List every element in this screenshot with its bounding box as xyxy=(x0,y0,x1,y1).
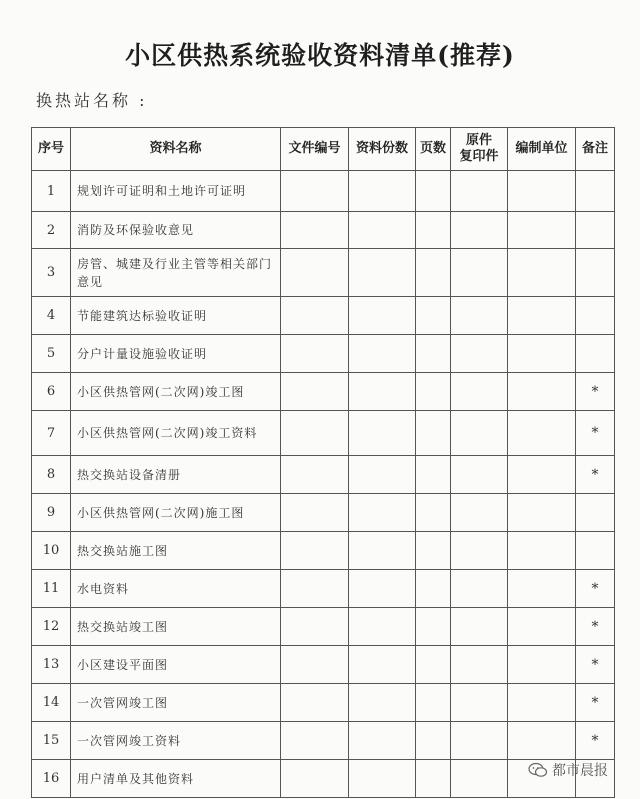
row-original-copy xyxy=(451,373,508,411)
row-unit xyxy=(508,297,576,335)
row-remark: * xyxy=(576,456,615,494)
table-row xyxy=(32,646,615,684)
table-row xyxy=(32,570,615,608)
row-file-no xyxy=(281,760,349,798)
row-file-no xyxy=(281,373,349,411)
row-original-copy xyxy=(451,722,508,760)
row-remark: * xyxy=(576,684,615,722)
row-remark xyxy=(576,297,615,335)
table-row xyxy=(32,373,615,411)
row-name: 水电资料 xyxy=(71,570,281,608)
row-copies xyxy=(349,608,416,646)
row-unit xyxy=(508,722,576,760)
header-file-no: 文件编号 xyxy=(281,128,349,171)
row-pages xyxy=(416,532,451,570)
row-unit xyxy=(508,249,576,297)
row-number: 14 xyxy=(32,684,71,722)
row-file-no xyxy=(281,335,349,373)
row-unit xyxy=(508,608,576,646)
row-number: 4 xyxy=(32,297,71,335)
row-original-copy xyxy=(451,684,508,722)
table-row xyxy=(32,494,615,532)
row-original-copy xyxy=(451,494,508,532)
table-header-row xyxy=(32,128,615,171)
row-copies xyxy=(349,494,416,532)
row-original-copy xyxy=(451,297,508,335)
watermark xyxy=(528,760,608,780)
row-original-copy xyxy=(451,212,508,249)
row-copies xyxy=(349,297,416,335)
row-file-no xyxy=(281,608,349,646)
header-photocopy: 复印件 xyxy=(459,149,499,164)
header-copies: 资料份数 xyxy=(349,128,416,171)
row-name: 小区建设平面图 xyxy=(71,646,281,684)
row-pages xyxy=(416,171,451,212)
row-number: 11 xyxy=(32,570,71,608)
row-unit xyxy=(508,646,576,684)
row-file-no xyxy=(281,532,349,570)
row-name: 热交换站设备清册 xyxy=(71,456,281,494)
table-row xyxy=(32,456,615,494)
row-original-copy xyxy=(451,570,508,608)
row-unit xyxy=(508,335,576,373)
row-name: 热交换站施工图 xyxy=(71,532,281,570)
row-remark: * xyxy=(576,411,615,456)
row-pages xyxy=(416,249,451,297)
row-number: 1 xyxy=(32,171,71,212)
row-copies xyxy=(349,570,416,608)
row-copies xyxy=(349,532,416,570)
watermark-text: 都市晨报 xyxy=(552,763,608,779)
row-original-copy xyxy=(451,249,508,297)
row-name: 用户清单及其他资料 xyxy=(71,760,281,798)
row-original-copy xyxy=(451,646,508,684)
row-original-copy xyxy=(451,411,508,456)
row-file-no xyxy=(281,494,349,532)
row-unit xyxy=(508,532,576,570)
row-name: 消防及环保验收意见 xyxy=(71,212,281,249)
table-row xyxy=(32,411,615,456)
row-copies xyxy=(349,456,416,494)
row-remark: * xyxy=(576,608,615,646)
row-name: 热交换站竣工图 xyxy=(71,608,281,646)
row-remark xyxy=(576,335,615,373)
row-pages xyxy=(416,212,451,249)
row-file-no xyxy=(281,249,349,297)
table-row xyxy=(32,335,615,373)
row-original-copy xyxy=(451,335,508,373)
materials-table xyxy=(31,127,615,798)
row-original-copy xyxy=(451,608,508,646)
row-number: 3 xyxy=(32,249,71,297)
table-row xyxy=(32,171,615,212)
row-original-copy xyxy=(451,532,508,570)
row-file-no xyxy=(281,411,349,456)
row-copies xyxy=(349,411,416,456)
row-number: 16 xyxy=(32,760,71,798)
row-remark xyxy=(576,532,615,570)
row-number: 6 xyxy=(32,373,71,411)
table-row xyxy=(32,684,615,722)
row-number: 15 xyxy=(32,722,71,760)
row-unit xyxy=(508,411,576,456)
row-pages xyxy=(416,570,451,608)
row-number: 10 xyxy=(32,532,71,570)
row-original-copy xyxy=(451,456,508,494)
row-pages xyxy=(416,456,451,494)
row-file-no xyxy=(281,570,349,608)
table-row xyxy=(32,722,615,760)
row-file-no xyxy=(281,722,349,760)
row-pages xyxy=(416,760,451,798)
row-number: 5 xyxy=(32,335,71,373)
row-remark xyxy=(576,249,615,297)
row-remark: * xyxy=(576,373,615,411)
row-file-no xyxy=(281,646,349,684)
row-pages xyxy=(416,722,451,760)
header-name: 资料名称 xyxy=(71,128,281,171)
row-name: 小区供热管网(二次网)竣工资料 xyxy=(71,411,281,456)
station-name-label: 换热站名称 : xyxy=(36,91,148,110)
row-pages xyxy=(416,335,451,373)
row-unit xyxy=(508,171,576,212)
row-name: 规划许可证明和土地许可证明 xyxy=(71,171,281,212)
row-remark xyxy=(576,212,615,249)
header-remark: 备注 xyxy=(576,128,615,171)
row-unit xyxy=(508,212,576,249)
table-row xyxy=(32,297,615,335)
wechat-icon xyxy=(528,762,548,778)
row-original-copy xyxy=(451,760,508,798)
header-seq: 序号 xyxy=(32,128,71,171)
row-remark: * xyxy=(576,722,615,760)
row-copies xyxy=(349,212,416,249)
row-number: 13 xyxy=(32,646,71,684)
table-row xyxy=(32,212,615,249)
row-copies xyxy=(349,722,416,760)
row-unit xyxy=(508,570,576,608)
row-copies xyxy=(349,646,416,684)
row-unit xyxy=(508,373,576,411)
row-name: 分户计量设施验收证明 xyxy=(71,335,281,373)
header-original: 原件 xyxy=(465,133,492,148)
row-name: 一次管网竣工图 xyxy=(71,684,281,722)
row-unit xyxy=(508,494,576,532)
row-number: 2 xyxy=(32,212,71,249)
row-file-no xyxy=(281,297,349,335)
row-pages xyxy=(416,608,451,646)
header-unit: 编制单位 xyxy=(508,128,576,171)
row-pages xyxy=(416,494,451,532)
row-name: 一次管网竣工资料 xyxy=(71,722,281,760)
row-file-no xyxy=(281,684,349,722)
row-copies xyxy=(349,373,416,411)
row-remark: * xyxy=(576,570,615,608)
row-name: 节能建筑达标验收证明 xyxy=(71,297,281,335)
table-row xyxy=(32,249,615,297)
row-copies xyxy=(349,335,416,373)
row-copies xyxy=(349,171,416,212)
row-remark: * xyxy=(576,646,615,684)
row-file-no xyxy=(281,212,349,249)
row-unit xyxy=(508,456,576,494)
row-pages xyxy=(416,684,451,722)
header-pages: 页数 xyxy=(416,128,451,171)
row-name: 房管、城建及行业主管等相关部门意见 xyxy=(71,249,281,297)
row-number: 12 xyxy=(32,608,71,646)
row-file-no xyxy=(281,456,349,494)
table-row xyxy=(32,608,615,646)
row-unit xyxy=(508,684,576,722)
row-original-copy xyxy=(451,171,508,212)
header-original-copy xyxy=(451,128,508,171)
row-number: 7 xyxy=(32,411,71,456)
row-copies xyxy=(349,249,416,297)
row-file-no xyxy=(281,171,349,212)
row-pages xyxy=(416,297,451,335)
row-pages xyxy=(416,373,451,411)
row-remark xyxy=(576,494,615,532)
row-name: 小区供热管网(二次网)竣工图 xyxy=(71,373,281,411)
row-number: 8 xyxy=(32,456,71,494)
row-pages xyxy=(416,411,451,456)
row-remark xyxy=(576,171,615,212)
row-name: 小区供热管网(二次网)施工图 xyxy=(71,494,281,532)
table-row xyxy=(32,532,615,570)
document-title: 小区供热系统验收资料清单(推荐) xyxy=(125,41,515,70)
row-copies xyxy=(349,684,416,722)
row-copies xyxy=(349,760,416,798)
row-pages xyxy=(416,646,451,684)
row-number: 9 xyxy=(32,494,71,532)
